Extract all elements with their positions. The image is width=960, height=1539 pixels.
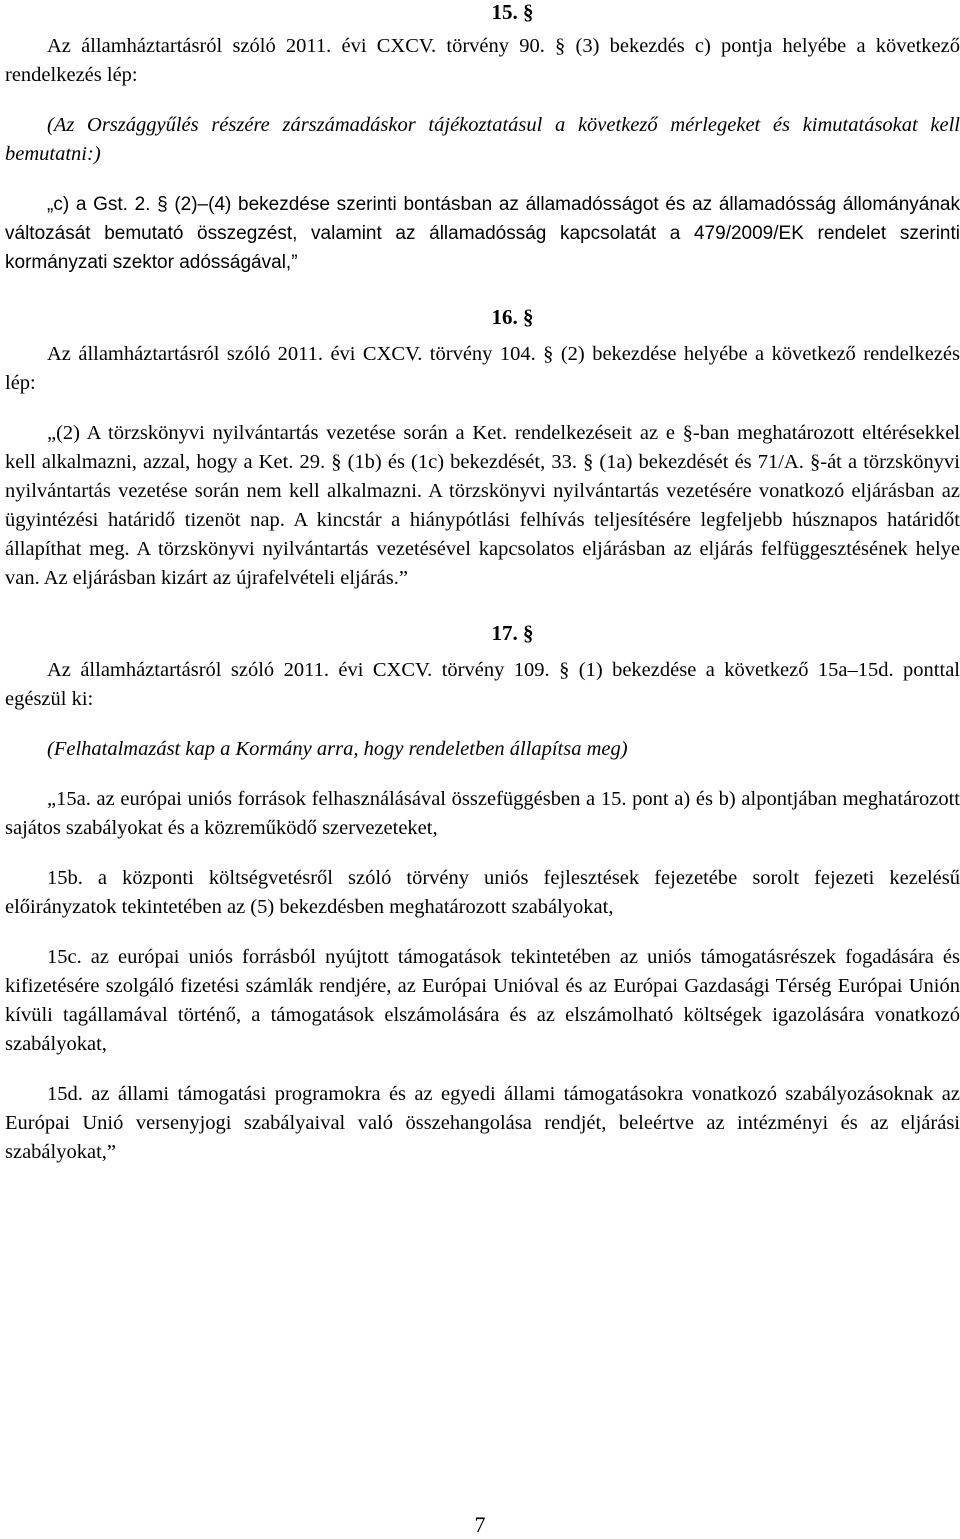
section-15-intro: Az államháztartásról szóló 2011. évi CXCV. törvény 90. § (3) bekezdés c) pontja helyébe a következő rendelkezés lép: bbox=[5, 35, 960, 86]
section-15-heading: 15. § bbox=[491, 0, 534, 24]
section-16-quote: „(2) A törzskönyvi nyilvántartás vezetése során a Ket. rendelkezéseit az e §-ban meghatározott eltérésekkel kell alkalmazni, azzal, hogy a Ket. 29. § (1b) és (1c) bekezdését, 33. § (1a) bekezdését és 71/A. §-át a törzskönyvi nyilvántartás vezetése során nem kell alkalmazni. A törzskönyvi nyilvántartás vezetésére vonatkozó eljárásban az ügyintézési határidő tizenöt nap. A kincstár a hiánypótlási felhívás teljesítésére legfeljebb húsznapos határidőt állapíthat meg. A törzskönyvi nyilvántartás vezetésével kapcsolatos eljárásban az eljárás felfüggesztésének helye van. Az eljárásban kizárt az újrafelvételi eljárás.” bbox=[5, 422, 960, 589]
point-15d: 15d. az állami támogatási programokra és az egyedi állami támogatásokra vonatkozó szabályozásoknak az Európai Unió versenyjogi szabályaival való összehangolása rendjét, beleértve az intézményi és az eljárási szabályokat,” bbox=[5, 1083, 960, 1163]
section-17-heading: 17. § bbox=[491, 621, 534, 645]
point-15a: „15a. az európai uniós források felhasználásával összefüggésben a 15. pont a) és b) alpontjában meghatározott sajátos szabályokat és a közreműködő szervezeteket, bbox=[5, 788, 960, 839]
point-15b: 15b. a központi költségvetésről szóló törvény uniós fejlesztések fejezetébe sorolt fejezeti kezelésű előirányzatok tekintetében az (5) bekezdésben meghatározott szabályokat, bbox=[5, 867, 960, 918]
point-15c: 15c. az európai uniós forrásból nyújtott támogatások tekintetében az uniós támogatásrészek fogadására és kifizetésére szolgáló fizetési számlák rendjére, az Európai Unióval és az Európai Gazdasági Térség Európai Unión kívüli tagállamával történő, a támogatások elszámolására és az elszámolható költségek igazolására vonatkozó szabályokat, bbox=[5, 946, 960, 1055]
section-15-italic-context: (Az Országgyűlés részére zárszámadáskor tájékoztatásul a következő mérlegeket és kimutatásokat kell bemutatni:) bbox=[5, 114, 960, 165]
section-16-intro: Az államháztartásról szóló 2011. évi CXCV. törvény 104. § (2) bekezdése helyébe a következő rendelkezés lép: bbox=[5, 343, 960, 394]
page-number: 7 bbox=[474, 1512, 486, 1537]
section-17-intro: Az államháztartásról szóló 2011. évi CXCV. törvény 109. § (1) bekezdése a következő 15a–15d. ponttal egészül ki: bbox=[5, 659, 960, 710]
section-15-quote: „c) a Gst. 2. § (2)–(4) bekezdése szerinti bontásban az államadósságot és az államadósság állományának változását bemutató összegzést, valamint az államadósság kapcsolatát a 479/2009/EK rendelet szerinti kormányzati szektor adósságával,” bbox=[5, 194, 960, 273]
document-page bbox=[5, 0, 960, 1167]
section-17-italic-context: (Felhatalmazást kap a Kormány arra, hogy rendeletben állapítsa meg) bbox=[47, 738, 628, 760]
section-16-heading: 16. § bbox=[491, 305, 534, 329]
